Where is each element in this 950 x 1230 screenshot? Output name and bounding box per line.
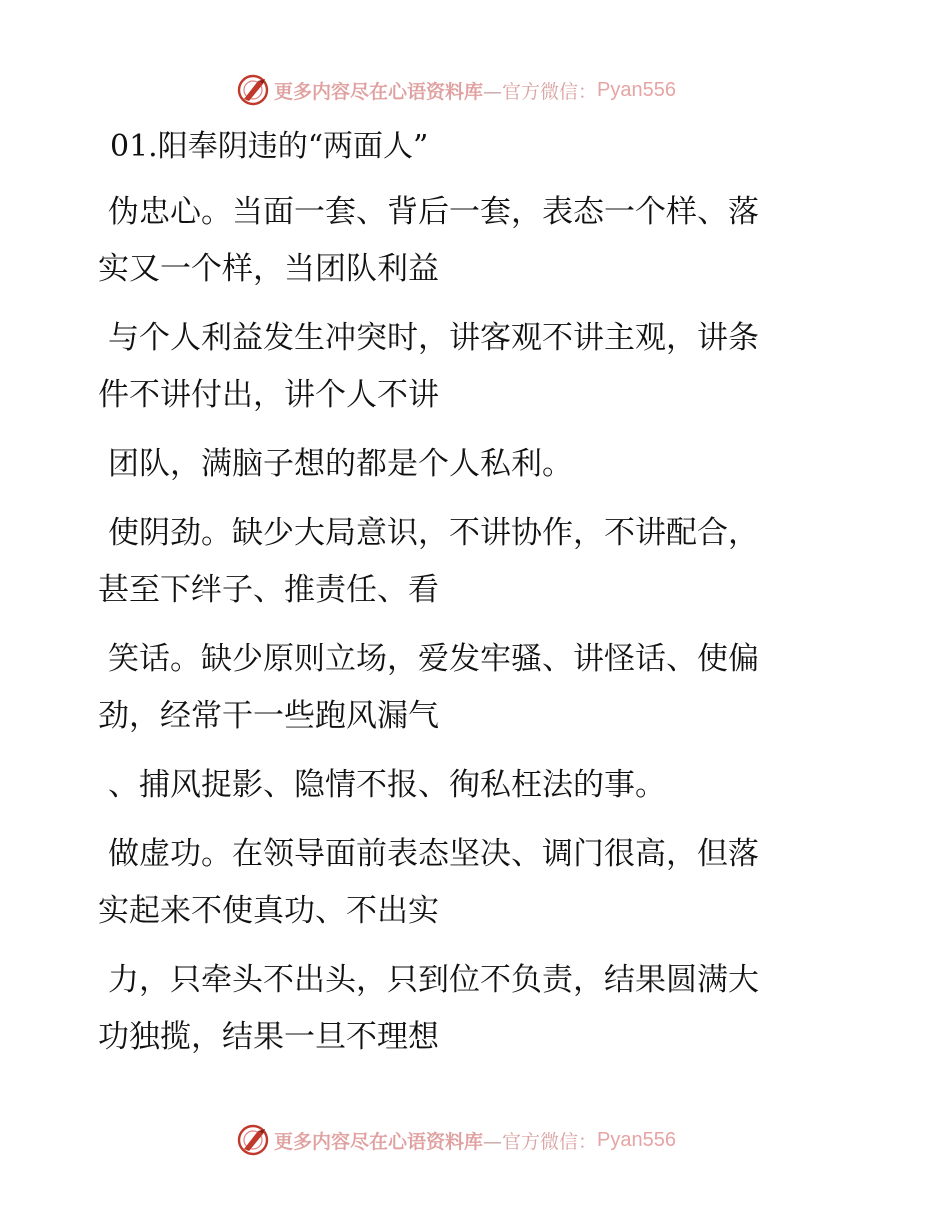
watermark-wechat-id: Pyan556 — [597, 78, 676, 101]
section-heading: 01.阳奉阴违的“两面人” — [110, 129, 429, 164]
watermark-dash: — — [483, 1130, 503, 1153]
paragraph — [98, 184, 838, 298]
paragraph-line: 实又一个样，当团队利益 — [98, 251, 439, 287]
paragraph-line: 甚至下绊子、推责任、看 — [98, 572, 439, 608]
paragraph-line: 实起来不使真功、不出实 — [98, 893, 439, 929]
paragraph — [98, 436, 838, 493]
paragraph-line: 伪忠心。当面一套、背后一套，表态一个样、落 — [108, 194, 759, 230]
pen-nib-circle-icon — [236, 1123, 270, 1157]
header-watermark — [236, 72, 676, 108]
watermark-wechat-id: Pyan556 — [597, 1128, 676, 1151]
paragraph — [98, 631, 838, 745]
paragraph-line: 功独揽，结果一旦不理想 — [98, 1019, 439, 1055]
paragraph — [98, 757, 838, 814]
paragraph — [98, 310, 838, 424]
paragraph-line: 做虚功。在领导面前表态坚决、调门很高，但落 — [108, 836, 759, 872]
watermark-text: 更多内容尽在心语资料库 — [274, 1130, 484, 1153]
document-body — [98, 122, 838, 1078]
watermark-wechat-label: 官方微信： — [502, 80, 598, 103]
watermark-dash: — — [483, 80, 503, 103]
paragraph — [98, 826, 838, 940]
paragraph — [98, 952, 838, 1066]
paragraph-line: 件不讲付出，讲个人不讲 — [98, 377, 439, 413]
watermark-wechat-label: 官方微信： — [502, 1130, 598, 1153]
paragraph-line: 、捕风捉影、隐情不报、徇私枉法的事。 — [108, 767, 666, 803]
paragraph-line: 与个人利益发生冲突时，讲客观不讲主观，讲条 — [108, 320, 759, 356]
paragraph-line: 笑话。缺少原则立场，爱发牢骚、讲怪话、使偏 — [108, 641, 759, 677]
paragraph-line: 使阴劲。缺少大局意识，不讲协作，不讲配合， — [108, 515, 759, 551]
footer-watermark — [236, 1122, 676, 1158]
paragraph-line: 团队，满脑子想的都是个人私利。 — [108, 446, 573, 482]
paragraph-line: 力，只牵头不出头，只到位不负责，结果圆满大 — [108, 962, 759, 998]
pen-nib-circle-icon — [236, 73, 270, 107]
paragraph — [98, 505, 838, 619]
watermark-text: 更多内容尽在心语资料库 — [274, 80, 484, 103]
paragraph-line: 劲，经常干一些跑风漏气 — [98, 698, 439, 734]
